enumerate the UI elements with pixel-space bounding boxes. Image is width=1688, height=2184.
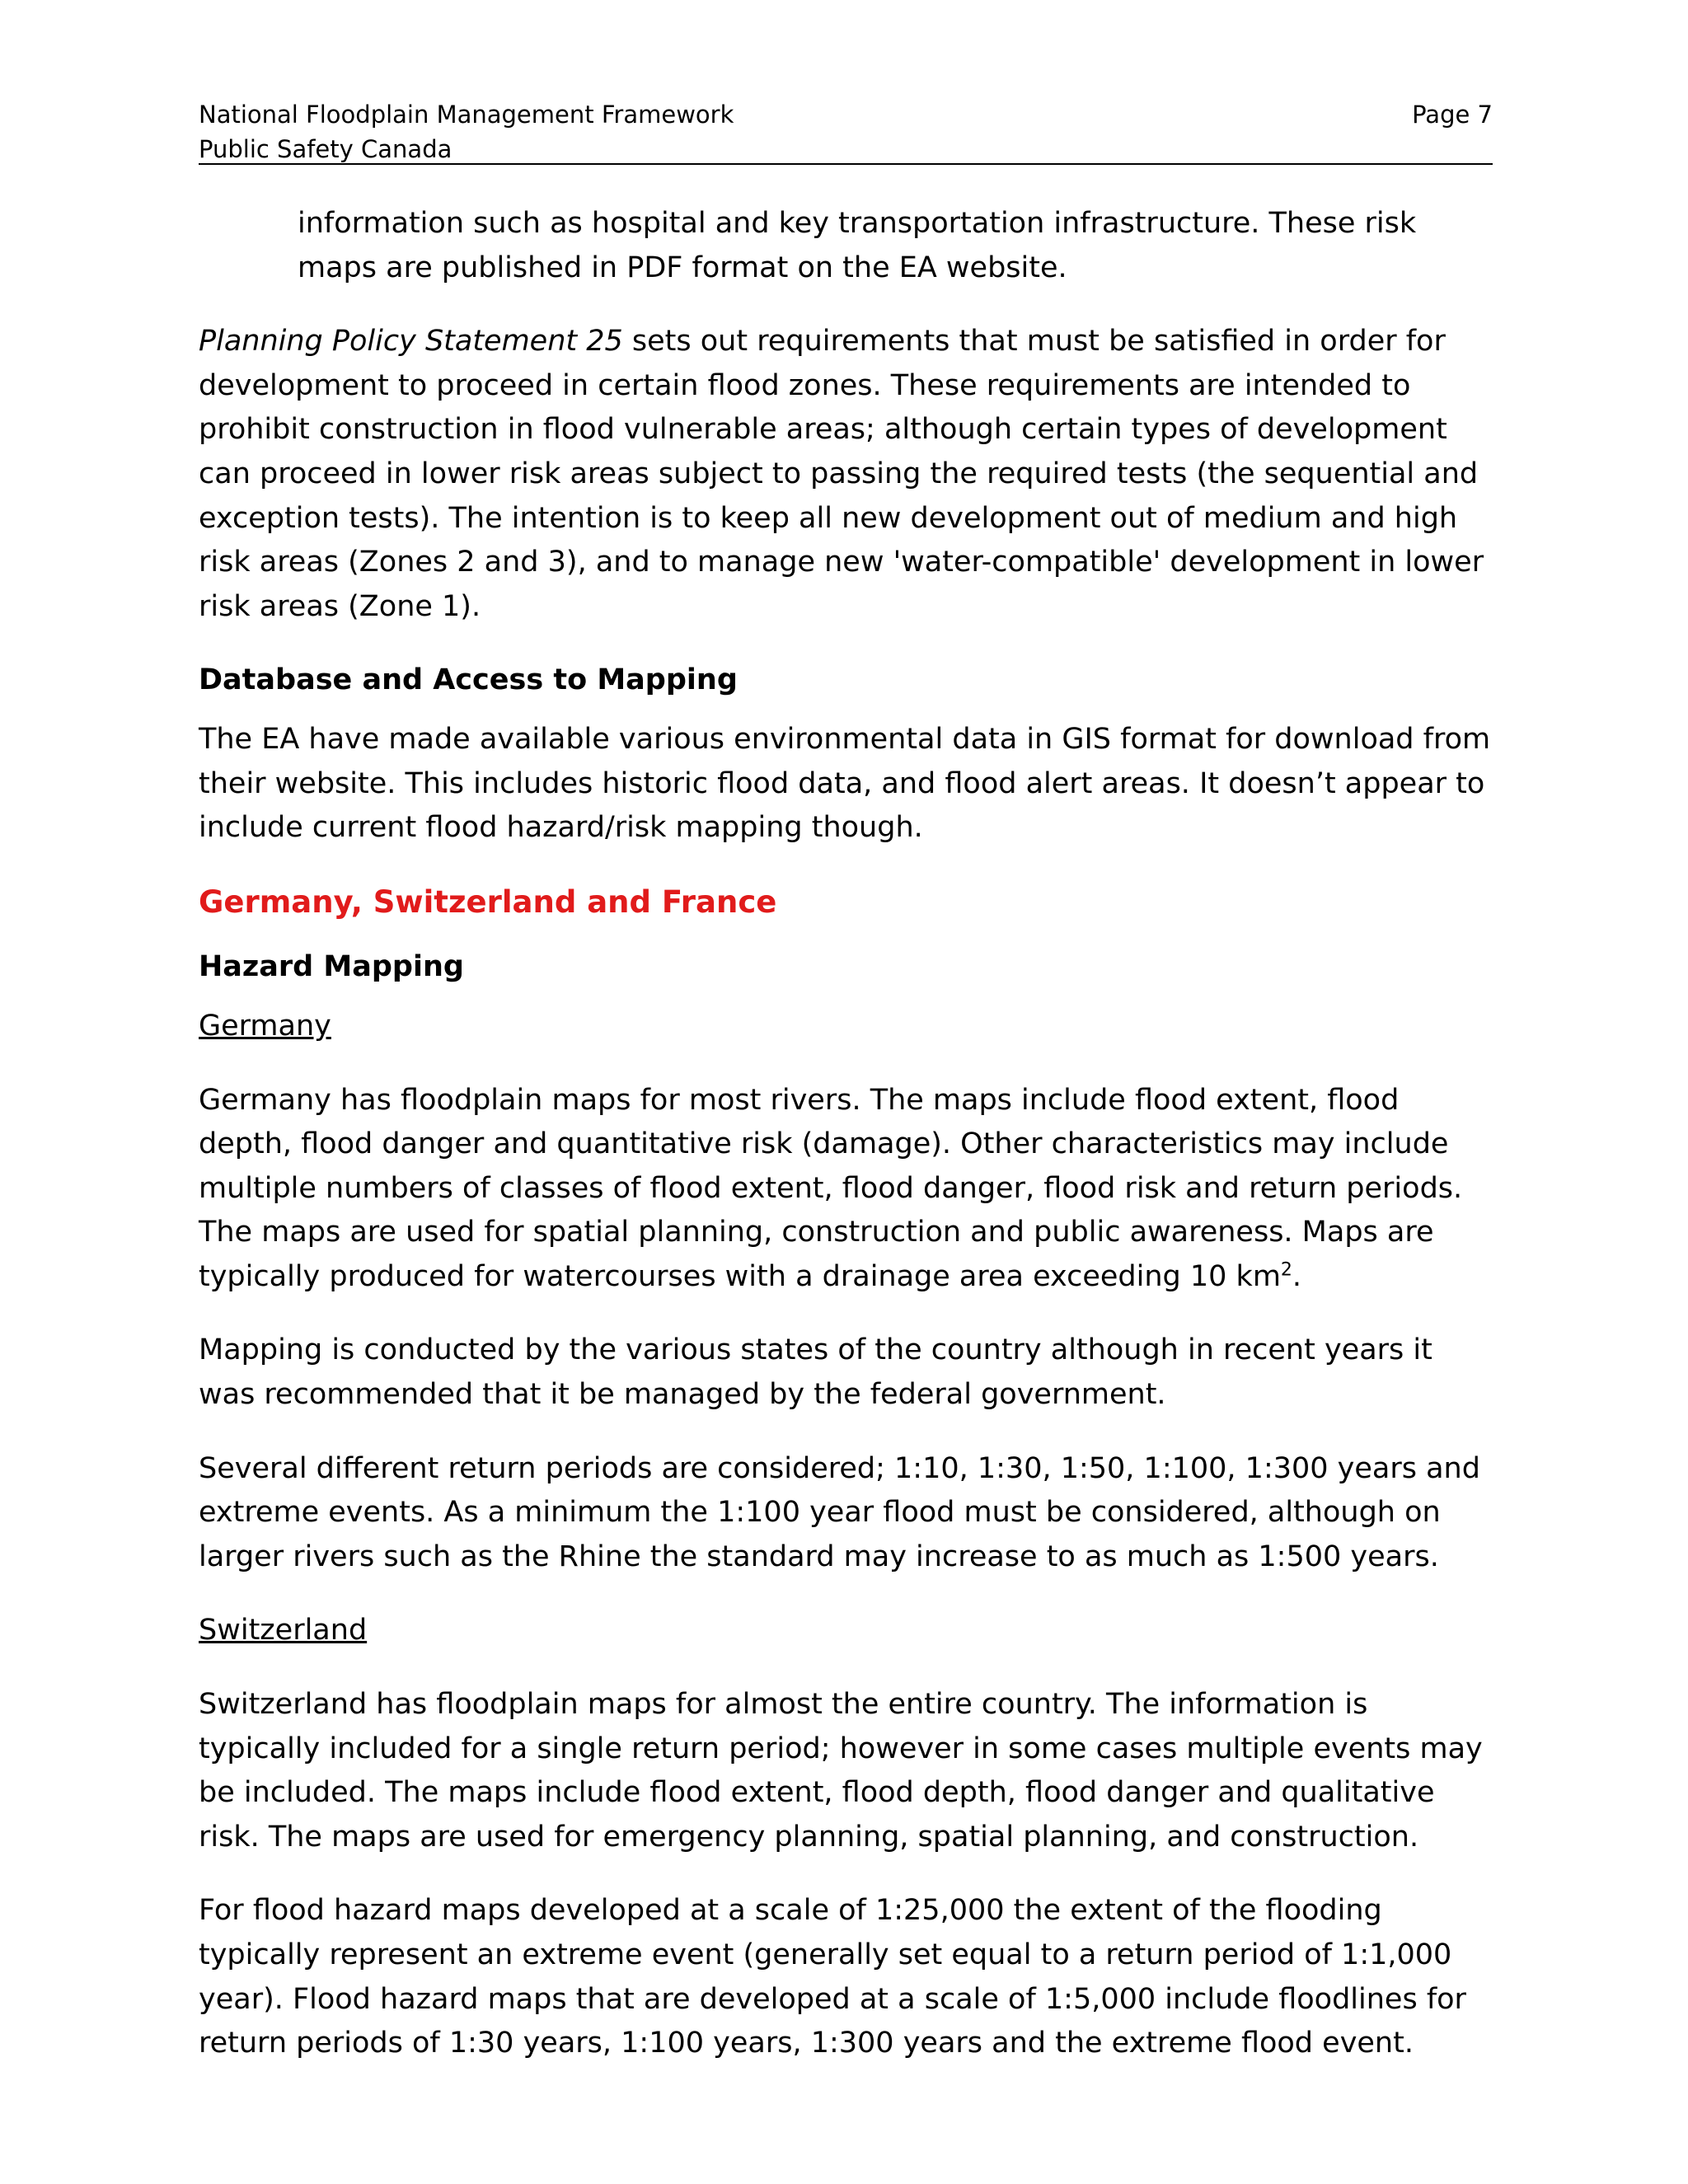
page-number: Page 7 — [1412, 101, 1493, 129]
pps25-paragraph — [199, 320, 1493, 629]
germany-paragraph-2: Mapping is conducted by the various states of the country although in recent years it was recommended that it be managed by the federal government. — [199, 1333, 1432, 1412]
pps25-text: sets out requirements that must be satisfied in order for development to proceed in certain flood zones. These requirements are intended to prohibit construction in flood vulnerable areas; although certain types of development can proceed in lower risk areas subject to passing the required tests (the sequential and exception tests). The intention is to keep all new development out of medium and high risk areas (Zones 2 and 3), and to manage new 'water-compatible' development in lower risk areas (Zone 1). — [199, 325, 1484, 623]
germany-paragraph-1-end: . — [1292, 1259, 1302, 1293]
pps25-title: Planning Policy Statement 25 — [199, 325, 623, 359]
switzerland-heading: Switzerland — [199, 1614, 368, 1647]
hazard-mapping-heading: Hazard Mapping — [199, 950, 464, 984]
document-title: National Floodplain Management Framework — [199, 101, 734, 129]
database-paragraph: The EA have made available various environmental data in GIS format for download from their website. This includes historic flood data, and flood alert areas. It doesn’t appear to include current flood hazard/risk mapping though. — [199, 722, 1491, 845]
organization-name: Public Safety Canada — [199, 135, 452, 163]
germany-paragraph-3: Several different return periods are considered; 1:10, 1:30, 1:50, 1:100, 1:300 years and extreme events. As a minimum the 1:100 year flood must be considered, although on larger rivers such as the Rhine the standard may increase to as much as 1:500 years. — [199, 1451, 1480, 1573]
germany-paragraph-1-text: Germany has floodplain maps for most rivers. The maps include flood extent, flood depth, flood danger and quantitative risk (damage). Other characteristics may include multiple numbers of classes of flood extent, flood danger, flood risk and return periods. The maps are used for spatial planning, construction and public awareness. Maps are typically produced for watercourses with a drainage area exceeding 10 km — [199, 1083, 1463, 1293]
database-heading: Database and Access to Mapping — [199, 663, 738, 697]
section-heading: Germany, Switzerland and France — [199, 883, 777, 920]
switzerland-paragraph-1: Switzerland has floodplain maps for almost the entire country. The information is typically included for a single return period; however in some cases multiple events may be included. The maps include flood extent, flood depth, flood danger and qualitative risk. The maps are used for emergency planning, spatial planning, and construction. — [199, 1688, 1483, 1854]
germany-paragraph-1 — [199, 1079, 1493, 1300]
germany-heading: Germany — [199, 1009, 331, 1043]
page-header — [199, 97, 1493, 165]
header-left — [199, 97, 734, 166]
continued-paragraph: information such as hospital and key transportation infrastructure. These risk maps are published in PDF format on the EA website. — [298, 207, 1417, 284]
switzerland-paragraph-2: For flood hazard maps developed at a scale of 1:25,000 the extent of the flooding typically represent an extreme event (generally set equal to a return period of 1:1,000 year). Flood hazard maps that are developed at a scale of 1:5,000 include floodlines for return periods of 1:30 years, 1:100 years, 1:300 years and the extreme flood event. — [199, 1894, 1466, 2060]
page-body — [199, 202, 1493, 2096]
superscript-2: 2 — [1280, 1259, 1292, 1281]
